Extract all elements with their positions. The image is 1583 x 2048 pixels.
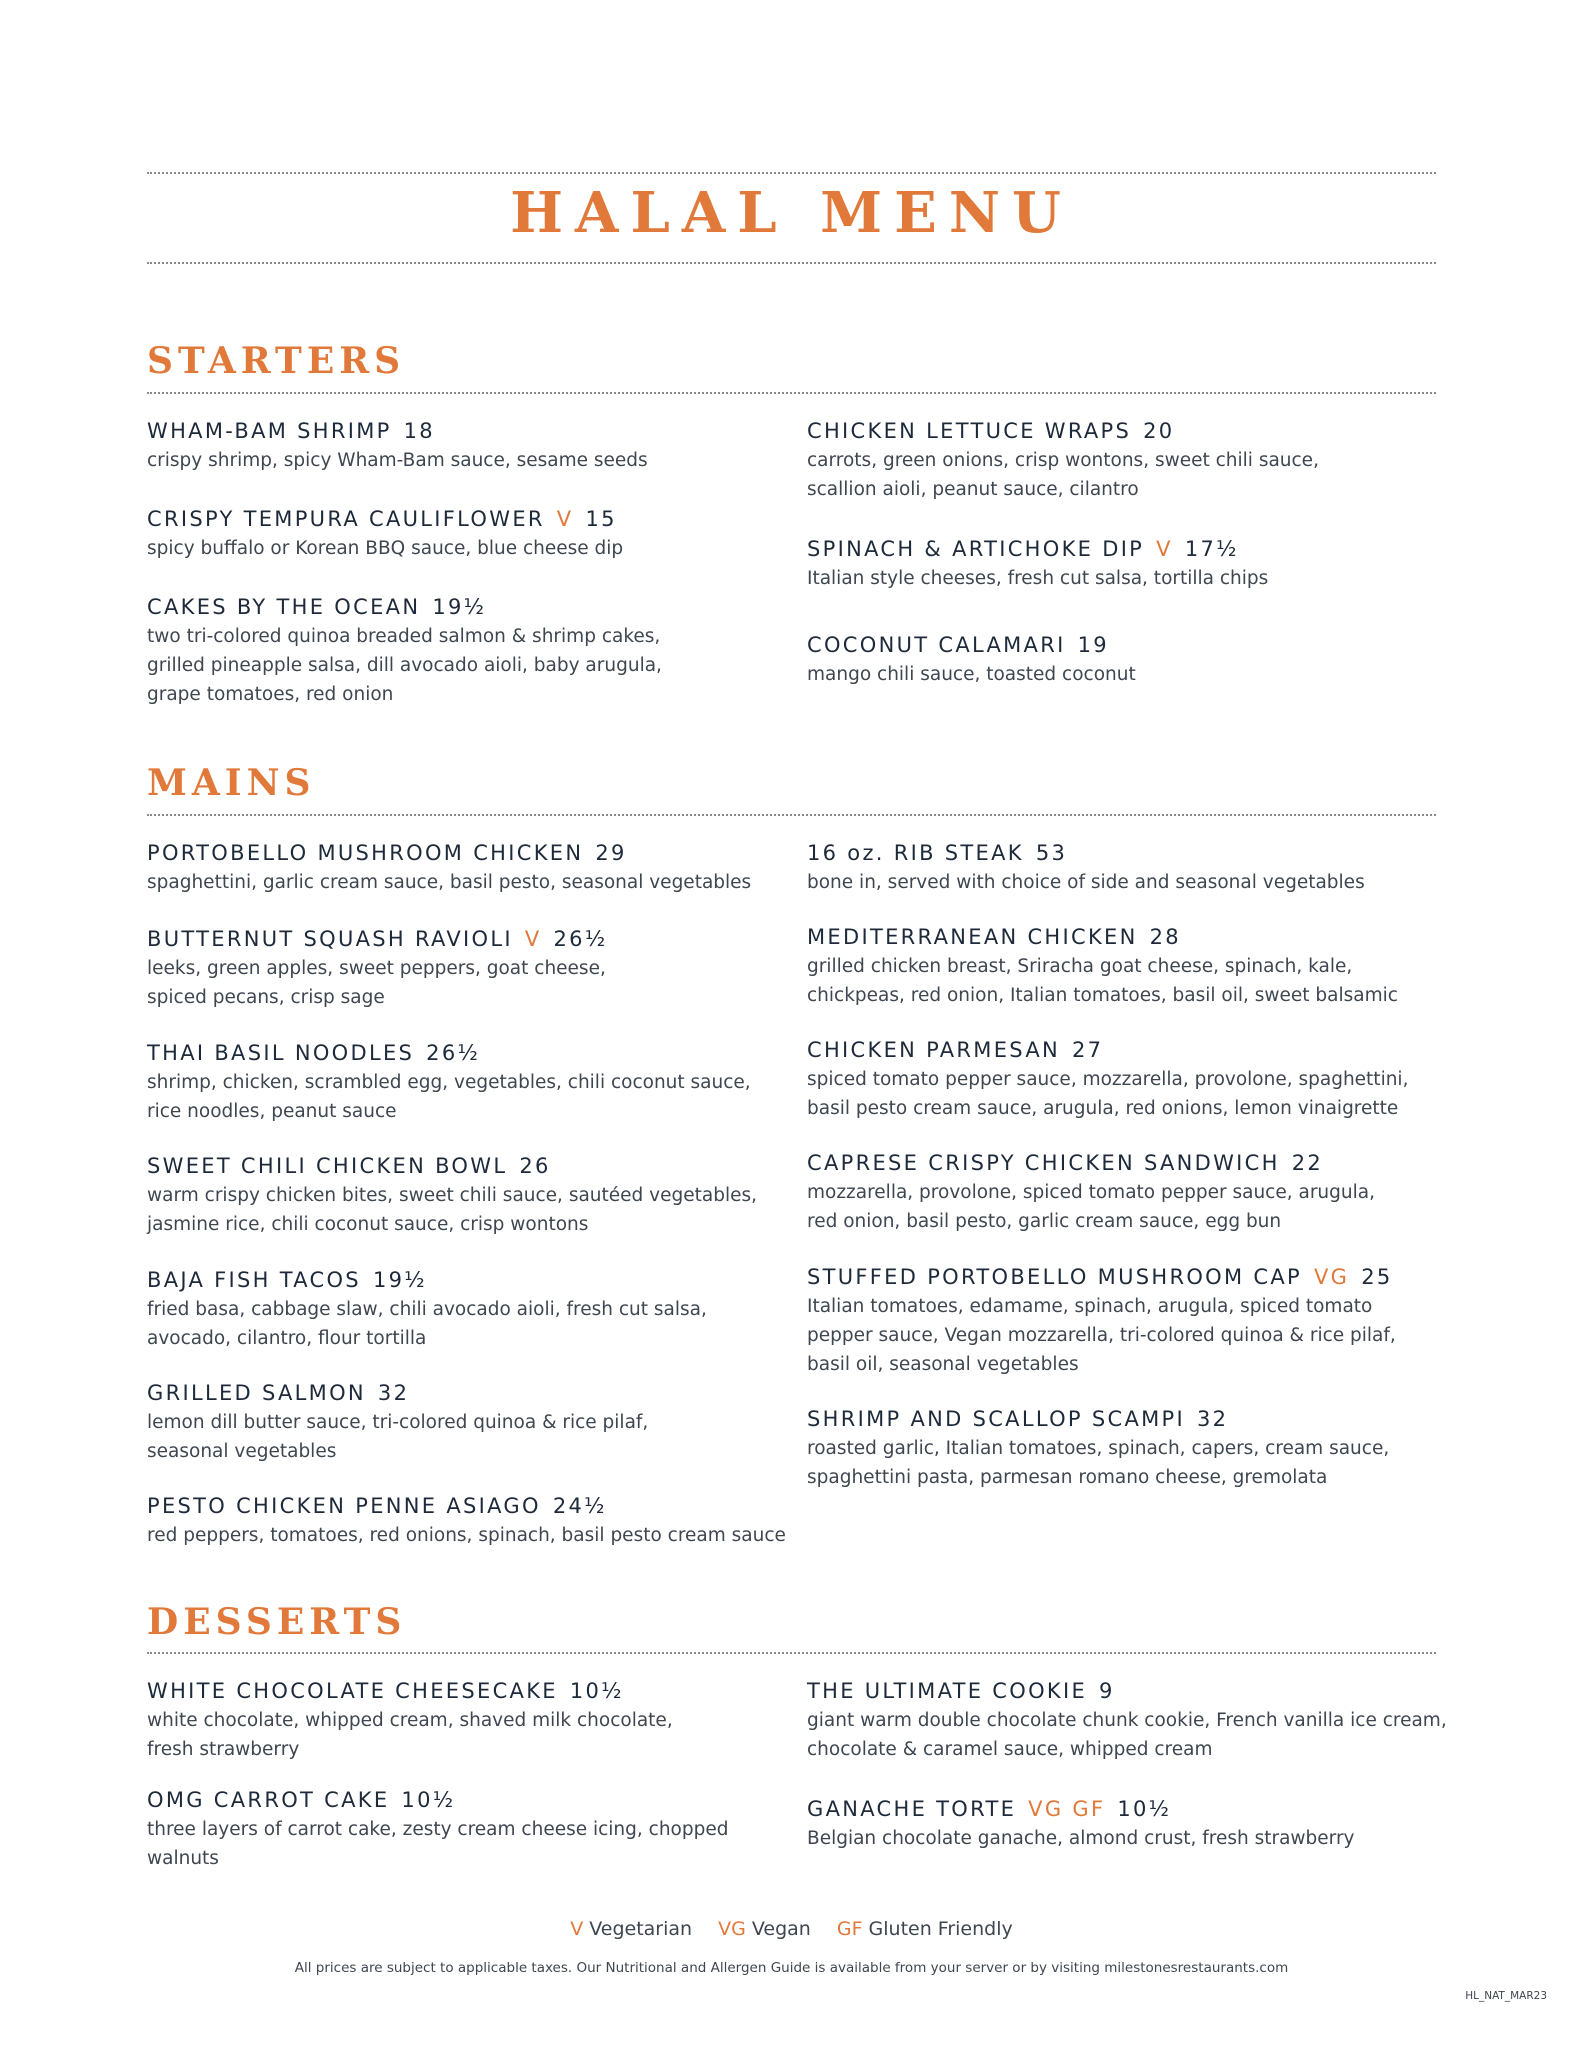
menu-item-name: BAJA FISH TACOS bbox=[147, 1268, 361, 1292]
menu-item bbox=[147, 1491, 797, 1550]
menu-item-name: GANACHE TORTE bbox=[807, 1797, 1017, 1821]
menu-item bbox=[147, 838, 797, 897]
menu-item-name: PESTO CHICKEN PENNE ASIAGO bbox=[147, 1494, 541, 1518]
menu-item-name: CRISPY TEMPURA CAULIFLOWER bbox=[147, 507, 545, 531]
header-bottom-rule bbox=[147, 262, 1436, 264]
menu-item bbox=[147, 1676, 797, 1764]
menu-item-price: 53 bbox=[1035, 841, 1068, 865]
header-top-rule bbox=[147, 172, 1436, 174]
menu-item bbox=[807, 630, 1457, 689]
menu-item-description: spaghettini, garlic cream sauce, basil pesto, seasonal vegetables bbox=[147, 872, 752, 893]
menu-item-description: lemon dill butter sauce, tri-colored quinoa & rice pilaf, bbox=[147, 1412, 649, 1433]
menu-item-description: basil oil, seasonal vegetables bbox=[807, 1354, 1079, 1375]
legend-label-vegetarian: Vegetarian bbox=[589, 1918, 693, 1940]
menu-item-name: CHICKEN LETTUCE WRAPS bbox=[807, 419, 1132, 443]
menu-item bbox=[147, 1378, 797, 1466]
dietary-tag: V bbox=[1156, 537, 1173, 561]
legend-label-gluten-friendly: Gluten Friendly bbox=[868, 1918, 1013, 1940]
section-title-desserts: DESSERTS bbox=[147, 1601, 407, 1643]
menu-item-description: grilled chicken breast, Sriracha goat cheese, spinach, kale, bbox=[807, 956, 1353, 977]
menu-item-description: spiced pecans, crisp sage bbox=[147, 987, 385, 1008]
menu-item-price: 10½ bbox=[1117, 1797, 1172, 1821]
menu-item bbox=[147, 1265, 797, 1353]
menu-item-description: fried basa, cabbage slaw, chili avocado aioli, fresh cut salsa, bbox=[147, 1299, 707, 1320]
menu-item-price: 26½ bbox=[553, 927, 608, 951]
dietary-tag: VG bbox=[1314, 1265, 1350, 1289]
menu-item bbox=[147, 1785, 797, 1873]
menu-item-description: bone in, served with choice of side and seasonal vegetables bbox=[807, 872, 1365, 893]
dietary-legend bbox=[0, 1918, 1583, 1940]
menu-item-description: red onion, basil pesto, garlic cream sauce, egg bun bbox=[807, 1211, 1282, 1232]
menu-item bbox=[807, 1035, 1457, 1123]
menu-item-heading bbox=[807, 922, 1457, 952]
menu-item-description: spicy buffalo or Korean BBQ sauce, blue cheese dip bbox=[147, 538, 624, 559]
menu-item-name: SPINACH & ARTICHOKE DIP bbox=[807, 537, 1145, 561]
menu-item-heading bbox=[807, 534, 1457, 564]
section-title-starters: STARTERS bbox=[147, 340, 406, 382]
menu-item bbox=[147, 1151, 797, 1239]
menu-item bbox=[807, 534, 1457, 593]
menu-item-description: basil pesto cream sauce, arugula, red onions, lemon vinaigrette bbox=[807, 1098, 1399, 1119]
menu-item-name: SHRIMP AND SCALLOP SCAMPI bbox=[807, 1407, 1185, 1431]
menu-item-name: BUTTERNUT SQUASH RAVIOLI bbox=[147, 927, 513, 951]
menu-item-name: WHAM-BAM SHRIMP bbox=[147, 419, 392, 443]
menu-item-price: 17½ bbox=[1184, 537, 1239, 561]
menu-item bbox=[147, 416, 797, 475]
menu-item-heading bbox=[147, 1265, 797, 1295]
section-rule-mains bbox=[147, 814, 1436, 816]
menu-item-price: 18 bbox=[403, 419, 435, 443]
menu-item-heading bbox=[147, 1785, 797, 1815]
menu-item-heading bbox=[147, 1038, 797, 1068]
menu-item-name: WHITE CHOCOLATE CHEESECAKE bbox=[147, 1679, 558, 1703]
menu-item-price: 10½ bbox=[401, 1788, 456, 1812]
dietary-tag: V bbox=[524, 927, 542, 951]
menu-item bbox=[807, 1262, 1457, 1379]
menu-item bbox=[807, 1404, 1457, 1492]
menu-item-description: red peppers, tomatoes, red onions, spinach, basil pesto cream sauce bbox=[147, 1525, 786, 1546]
legend-label-vegan: Vegan bbox=[751, 1918, 811, 1940]
menu-item-description: avocado, cilantro, flour tortilla bbox=[147, 1328, 427, 1349]
menu-item bbox=[147, 504, 797, 563]
menu-item-description: Belgian chocolate ganache, almond crust, fresh strawberry bbox=[807, 1828, 1355, 1849]
menu-item-description: spiced tomato pepper sauce, mozzarella, provolone, spaghettini, bbox=[807, 1069, 1409, 1090]
document-code: HL_NAT_MAR23 bbox=[1465, 1990, 1547, 2002]
menu-item-name: OMG CARROT CAKE bbox=[147, 1788, 390, 1812]
menu-item-name: CHICKEN PARMESAN bbox=[807, 1038, 1060, 1062]
menu-item-description: roasted garlic, Italian tomatoes, spinach, capers, cream sauce, bbox=[807, 1438, 1390, 1459]
menu-item-name: THAI BASIL NOODLES bbox=[147, 1041, 415, 1065]
menu-item-heading bbox=[147, 1676, 797, 1706]
menu-item-heading bbox=[807, 1035, 1457, 1065]
menu-item-name: CAKES BY THE OCEAN bbox=[147, 595, 421, 619]
menu-item-name: SWEET CHILI CHICKEN BOWL bbox=[147, 1154, 508, 1178]
menu-item-price: 26 bbox=[519, 1154, 551, 1178]
menu-item-description: warm crispy chicken bites, sweet chili sauce, sautéed vegetables, bbox=[147, 1185, 757, 1206]
menu-item-description: pepper sauce, Vegan mozzarella, tri-colored quinoa & rice pilaf, bbox=[807, 1325, 1396, 1346]
menu-item-description: mango chili sauce, toasted coconut bbox=[807, 664, 1136, 685]
dietary-tag: V bbox=[556, 507, 574, 531]
menu-item-description: two tri-colored quinoa breaded salmon & shrimp cakes, bbox=[147, 626, 661, 647]
menu-item-heading bbox=[147, 592, 797, 622]
section-rule-starters bbox=[147, 392, 1436, 394]
legend-key-gluten-friendly: GF bbox=[836, 1918, 863, 1940]
menu-item bbox=[807, 1676, 1457, 1764]
menu-item bbox=[807, 838, 1457, 897]
menu-item-description: Italian style cheeses, fresh cut salsa, tortilla chips bbox=[807, 568, 1269, 589]
menu-item-price: 9 bbox=[1099, 1679, 1115, 1703]
menu-item-description: rice noodles, peanut sauce bbox=[147, 1101, 397, 1122]
menu-item-price: 10½ bbox=[569, 1679, 624, 1703]
menu-item-name: 16 oz. RIB STEAK bbox=[807, 841, 1024, 865]
legend-key-vegan: VG bbox=[718, 1918, 746, 1940]
menu-item-name: STUFFED PORTOBELLO MUSHROOM CAP bbox=[807, 1265, 1302, 1289]
menu-item-heading bbox=[147, 504, 797, 534]
menu-item-heading bbox=[807, 1676, 1457, 1706]
menu-item bbox=[147, 1038, 797, 1126]
menu-item-heading bbox=[147, 416, 797, 446]
menu-item-description: carrots, green onions, crisp wontons, sweet chili sauce, bbox=[807, 450, 1319, 471]
menu-item-heading bbox=[147, 1378, 797, 1408]
menu-item bbox=[807, 1148, 1457, 1236]
menu-item-price: 25 bbox=[1361, 1265, 1393, 1289]
menu-item-heading bbox=[807, 1794, 1457, 1824]
menu-item-price: 26½ bbox=[426, 1041, 481, 1065]
menu-item-heading bbox=[147, 838, 797, 868]
menu-item bbox=[807, 1794, 1457, 1853]
menu-item-description: scallion aioli, peanut sauce, cilantro bbox=[807, 479, 1139, 500]
menu-item-price: 22 bbox=[1291, 1151, 1324, 1175]
legend-key-vegetarian: V bbox=[570, 1918, 584, 1940]
menu-item-description: leeks, green apples, sweet peppers, goat cheese, bbox=[147, 958, 606, 979]
menu-item-heading bbox=[807, 1262, 1457, 1292]
menu-item-heading bbox=[147, 1151, 797, 1181]
menu-item-name: GRILLED SALMON bbox=[147, 1381, 366, 1405]
menu-item-description: giant warm double chocolate chunk cookie, French vanilla ice cream, bbox=[807, 1710, 1447, 1731]
menu-item-description: Italian tomatoes, edamame, spinach, arugula, spiced tomato bbox=[807, 1296, 1373, 1317]
menu-item-heading bbox=[807, 416, 1457, 446]
menu-item-description: crispy shrimp, spicy Wham-Bam sauce, sesame seeds bbox=[147, 450, 648, 471]
footnote: All prices are subject to applicable taxes. Our Nutritional and Allergen Guide is available from your server or by visiting milestonesrestaurants.com bbox=[294, 1960, 1289, 1976]
menu-item-name: PORTOBELLO MUSHROOM CHICKEN bbox=[147, 841, 584, 865]
menu-item-price: 27 bbox=[1072, 1038, 1104, 1062]
menu-item-price: 29 bbox=[595, 841, 627, 865]
menu-item-description: seasonal vegetables bbox=[147, 1441, 337, 1462]
menu-item-price: 19½ bbox=[432, 595, 487, 619]
menu-item-price: 20 bbox=[1143, 419, 1175, 443]
menu-item-price: 28 bbox=[1149, 925, 1181, 949]
menu-item-description: chickpeas, red onion, Italian tomatoes, basil oil, sweet balsamic bbox=[807, 985, 1398, 1006]
menu-item bbox=[147, 592, 797, 709]
menu-item bbox=[147, 924, 797, 1012]
section-title-mains: MAINS bbox=[147, 762, 316, 804]
menu-item-heading bbox=[807, 630, 1457, 660]
menu-item-description: shrimp, chicken, scrambled egg, vegetables, chili coconut sauce, bbox=[147, 1072, 751, 1093]
menu-item-price: 19½ bbox=[372, 1268, 427, 1292]
page-title: HALAL MENU bbox=[510, 180, 1073, 246]
menu-item-price: 19 bbox=[1077, 633, 1109, 657]
menu-item-heading bbox=[807, 1404, 1457, 1434]
menu-item-name: MEDITERRANEAN CHICKEN bbox=[807, 925, 1138, 949]
menu-item-price: 24½ bbox=[552, 1494, 607, 1518]
menu-item-heading bbox=[147, 924, 797, 954]
menu-item-description: three layers of carrot cake, zesty cream cheese icing, chopped walnuts bbox=[147, 1819, 729, 1869]
menu-item-description: spaghettini pasta, parmesan romano cheese, gremolata bbox=[807, 1467, 1328, 1488]
menu-item-description: white chocolate, whipped cream, shaved milk chocolate, bbox=[147, 1710, 673, 1731]
menu-item bbox=[807, 416, 1457, 504]
menu-item-price: 32 bbox=[1197, 1407, 1229, 1431]
menu-item bbox=[807, 922, 1457, 1010]
menu-item-description: grilled pineapple salsa, dill avocado aioli, baby arugula, bbox=[147, 655, 662, 676]
menu-item-name: THE ULTIMATE COOKIE bbox=[807, 1679, 1088, 1703]
section-rule-desserts bbox=[147, 1652, 1436, 1654]
menu-item-description: chocolate & caramel sauce, whipped cream bbox=[807, 1739, 1213, 1760]
menu-item-price: 32 bbox=[377, 1381, 410, 1405]
menu-item-description: mozzarella, provolone, spiced tomato pepper sauce, arugula, bbox=[807, 1182, 1375, 1203]
menu-item-description: grape tomatoes, red onion bbox=[147, 684, 394, 705]
menu-item-name: CAPRESE CRISPY CHICKEN SANDWICH bbox=[807, 1151, 1280, 1175]
menu-item-heading bbox=[807, 1148, 1457, 1178]
menu-item-description: jasmine rice, chili coconut sauce, crisp wontons bbox=[147, 1214, 589, 1235]
menu-item-heading bbox=[807, 838, 1457, 868]
dietary-tag: VG GF bbox=[1028, 1797, 1106, 1821]
menu-item-heading bbox=[147, 1491, 797, 1521]
menu-item-description: fresh strawberry bbox=[147, 1739, 300, 1760]
menu-item-name: COCONUT CALAMARI bbox=[807, 633, 1066, 657]
menu-item-price: 15 bbox=[585, 507, 617, 531]
